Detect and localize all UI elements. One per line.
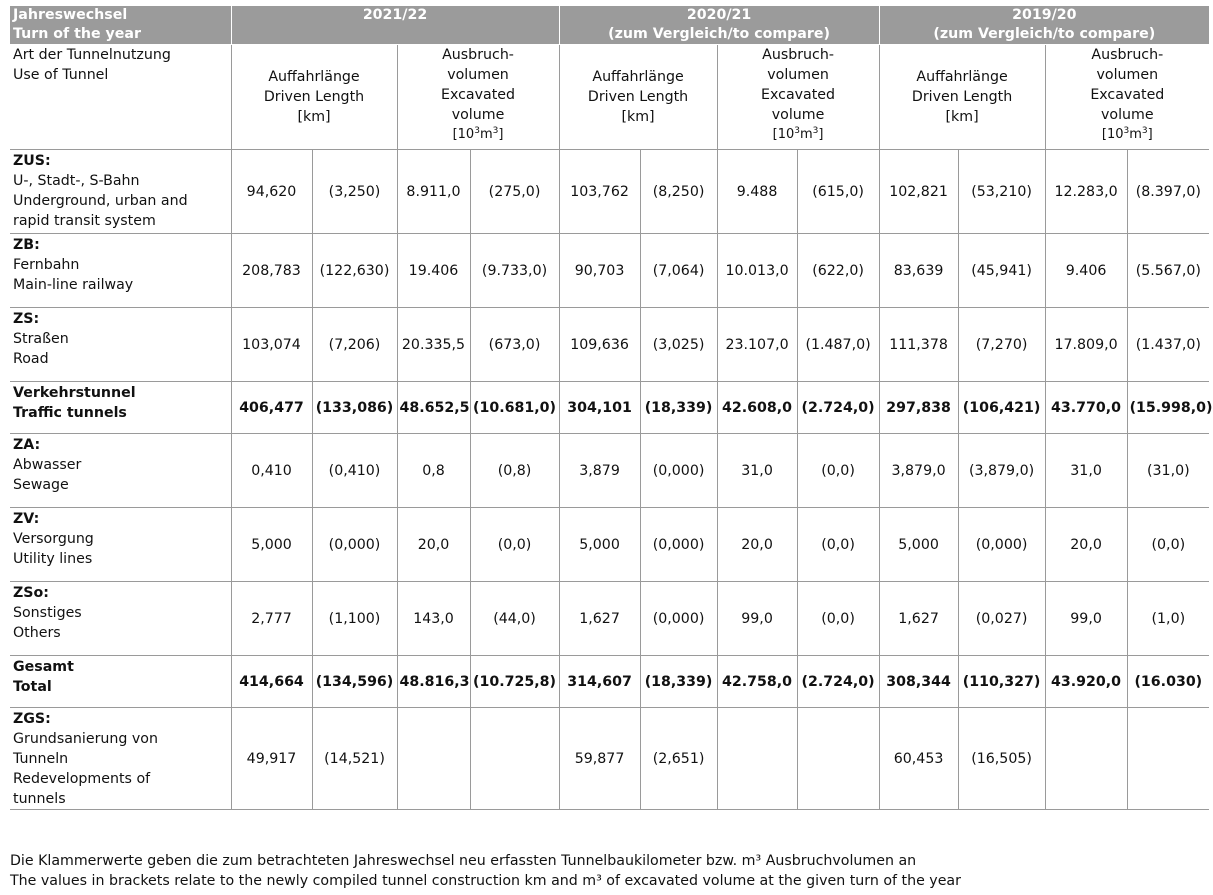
value-cell: (615,0) <box>797 150 879 234</box>
value-cell: (0,000) <box>958 508 1045 582</box>
value-cell: (16,505) <box>958 708 1045 810</box>
value-cell <box>797 708 879 810</box>
value-cell: (5.567,0) <box>1127 234 1209 308</box>
tunnel-use-code: ZS: <box>13 311 40 327</box>
footnote <box>10 851 961 891</box>
year-label: 2020/21 <box>686 7 752 23</box>
value-cell: (133,086) <box>312 382 397 434</box>
value-cell: (3,879,0) <box>958 434 1045 508</box>
table-row <box>10 434 1209 508</box>
value-cell: 90,703 <box>559 234 640 308</box>
tunnel-use-cell <box>10 656 231 708</box>
value-cell: (14,521) <box>312 708 397 810</box>
excavated-volume-header-line: Excavated <box>761 87 836 103</box>
year-group-header <box>559 6 879 45</box>
value-cell: (0,000) <box>640 434 717 508</box>
driven-length-header-line: Auffahrlänge <box>592 69 684 85</box>
value-cell: (16.030) <box>1127 656 1209 708</box>
value-cell: 23.107,0 <box>717 308 797 382</box>
value-cell: 20.335,5 <box>397 308 470 382</box>
value-cell: (1,0) <box>1127 582 1209 656</box>
value-cell: (0,0) <box>470 508 559 582</box>
year-note: (zum Vergleich/to compare) <box>933 26 1156 42</box>
tunnel-use-description: Traffic tunnels <box>13 405 127 421</box>
value-cell: (0,0) <box>797 582 879 656</box>
excavated-volume-header-line: volumen <box>447 67 509 83</box>
value-cell: (0,410) <box>312 434 397 508</box>
value-cell: 99,0 <box>1045 582 1127 656</box>
volume-unit <box>401 125 556 145</box>
value-cell: 308,344 <box>879 656 958 708</box>
value-cell: (110,327) <box>958 656 1045 708</box>
year-group-header <box>231 6 559 45</box>
year-label: 2019/20 <box>1012 7 1077 23</box>
value-cell: 3,879 <box>559 434 640 508</box>
value-cell: (8.397,0) <box>1127 150 1209 234</box>
driven-length-header-line: [km] <box>297 109 331 125</box>
value-cell: 9.488 <box>717 150 797 234</box>
value-cell: 94,620 <box>231 150 312 234</box>
value-cell: 0,410 <box>231 434 312 508</box>
value-cell <box>717 708 797 810</box>
value-cell: (10.725,8) <box>470 656 559 708</box>
value-cell: 0,8 <box>397 434 470 508</box>
tunnel-use-cell <box>10 434 231 508</box>
value-cell: 19.406 <box>397 234 470 308</box>
tunnel-use-description: Sonstiges <box>13 605 82 621</box>
driven-length-header-line: Auffahrlänge <box>268 69 360 85</box>
year-group-header <box>879 6 1209 45</box>
tunnel-use-description: U-, Stadt-, S-Bahn <box>13 173 140 189</box>
value-cell: (3,250) <box>312 150 397 234</box>
tunnel-use-cell <box>10 508 231 582</box>
tunnel-use-cell <box>10 708 231 810</box>
value-cell: 208,783 <box>231 234 312 308</box>
value-cell: 31,0 <box>1045 434 1127 508</box>
tunnel-use-code: ZB: <box>13 237 40 253</box>
excavated-volume-header-line: volume <box>451 107 505 123</box>
tunnel-use-description: Fernbahn <box>13 257 80 273</box>
value-cell: 143,0 <box>397 582 470 656</box>
value-cell: (134,596) <box>312 656 397 708</box>
value-cell: 102,821 <box>879 150 958 234</box>
value-cell: (106,421) <box>958 382 1045 434</box>
excavated-volume-header <box>397 45 559 150</box>
value-cell: (1.437,0) <box>1127 308 1209 382</box>
table-row <box>10 708 1209 810</box>
tunnel-use-code: ZSo: <box>13 585 49 601</box>
value-cell: 406,477 <box>231 382 312 434</box>
value-cell: (10.681,0) <box>470 382 559 434</box>
value-cell: 304,101 <box>559 382 640 434</box>
volume-unit-part: m <box>479 127 493 142</box>
volume-unit-part: m <box>1129 127 1142 142</box>
value-cell: 414,664 <box>231 656 312 708</box>
value-cell <box>1045 708 1127 810</box>
driven-length-header-line: Auffahrlänge <box>916 69 1008 85</box>
tunnel-use-description: Others <box>13 625 61 641</box>
volume-unit-part: 3 <box>492 126 499 136</box>
excavated-volume-header <box>717 45 879 150</box>
tunnel-use-code: ZUS: <box>13 153 51 169</box>
tunnel-use-label-en: Use of Tunnel <box>13 67 109 83</box>
value-cell: 42.608,0 <box>717 382 797 434</box>
excavated-volume-header-line: volumen <box>1096 67 1159 83</box>
tunnel-use-description: rapid transit system <box>13 213 156 229</box>
volume-unit-part: 3 <box>812 126 819 136</box>
volume-unit-part: m <box>799 127 813 142</box>
footnote-en: The values in brackets relate to the newly compiled tunnel construction km and m³ of excavated volume at the given turn of the year <box>10 873 961 889</box>
tunnel-use-description: Straßen <box>13 331 69 347</box>
value-cell: (7,064) <box>640 234 717 308</box>
value-cell: (0,000) <box>640 508 717 582</box>
value-cell: (3,025) <box>640 308 717 382</box>
turn-of-year-label-de: Jahreswechsel <box>13 7 128 23</box>
value-cell: 43.920,0 <box>1045 656 1127 708</box>
driven-length-header-line: [km] <box>621 109 655 125</box>
driven-length-header-line: [km] <box>945 109 979 125</box>
value-cell: 8.911,0 <box>397 150 470 234</box>
tunnel-use-description: tunnels <box>13 791 66 807</box>
tunnel-use-cell <box>10 234 231 308</box>
tunnel-use-label-de: Art der Tunnelnutzung <box>13 47 171 63</box>
volume-unit-part: 3 <box>1123 126 1130 136</box>
value-cell: (0,8) <box>470 434 559 508</box>
table-row <box>10 382 1209 434</box>
volume-unit-part: 3 <box>474 126 480 136</box>
tunnel-use-description: Redevelopments of <box>13 771 151 787</box>
volume-unit-part: ] <box>818 127 824 142</box>
driven-length-header <box>231 45 397 150</box>
value-cell: (0,0) <box>1127 508 1209 582</box>
value-cell: (45,941) <box>958 234 1045 308</box>
value-cell: 10.013,0 <box>717 234 797 308</box>
value-cell: 111,378 <box>879 308 958 382</box>
table-row <box>10 582 1209 656</box>
year-note: (zum Vergleich/to compare) <box>608 26 830 42</box>
tunnel-use-cell <box>10 382 231 434</box>
volume-unit-part: [10 <box>1101 127 1124 142</box>
driven-length-header-line: Driven Length <box>587 89 689 105</box>
tunnel-use-description: Main-line railway <box>13 277 134 293</box>
value-cell: 59,877 <box>559 708 640 810</box>
value-cell: (2,651) <box>640 708 717 810</box>
value-cell: 20,0 <box>397 508 470 582</box>
tunnel-use-code: Verkehrstunnel <box>13 385 136 401</box>
value-cell: (0,0) <box>797 508 879 582</box>
tunnel-use-description: Versorgung <box>13 531 94 547</box>
value-cell: 20,0 <box>717 508 797 582</box>
value-cell: 48.816,3 <box>397 656 470 708</box>
value-cell: (8,250) <box>640 150 717 234</box>
excavated-volume-header-line: Excavated <box>1090 87 1165 103</box>
value-cell: 1,627 <box>879 582 958 656</box>
value-cell: (0,000) <box>312 508 397 582</box>
volume-unit-part: [10 <box>452 127 475 142</box>
turn-of-year-header <box>10 6 231 45</box>
value-cell: (7,270) <box>958 308 1045 382</box>
excavated-volume-header-line: volume <box>1101 107 1154 123</box>
tunnel-use-description: Sewage <box>13 477 69 493</box>
value-cell: (18,339) <box>640 382 717 434</box>
tunnel-use-description: Road <box>13 351 49 367</box>
year-label: 2021/22 <box>362 7 428 23</box>
value-cell: (15.998,0) <box>1127 382 1209 434</box>
value-cell: (44,0) <box>470 582 559 656</box>
value-cell: 42.758,0 <box>717 656 797 708</box>
tunnel-use-code: ZV: <box>13 511 40 527</box>
driven-length-header-line: Driven Length <box>263 89 365 105</box>
value-cell: (122,630) <box>312 234 397 308</box>
value-cell <box>397 708 470 810</box>
value-cell: (0,0) <box>797 434 879 508</box>
value-cell: 60,453 <box>879 708 958 810</box>
volume-unit-part: ] <box>1147 127 1153 142</box>
value-cell: (1,100) <box>312 582 397 656</box>
tunnel-use-header <box>10 45 231 150</box>
value-cell: (0,027) <box>958 582 1045 656</box>
volume-unit-part: 3 <box>1141 126 1148 136</box>
tunnel-use-code: ZA: <box>13 437 41 453</box>
volume-unit <box>721 125 876 145</box>
value-cell: 5,000 <box>879 508 958 582</box>
value-cell: 12.283,0 <box>1045 150 1127 234</box>
value-cell: 43.770,0 <box>1045 382 1127 434</box>
tunnel-use-code: ZGS: <box>13 711 51 727</box>
value-cell: (53,210) <box>958 150 1045 234</box>
driven-length-header-line: Driven Length <box>911 89 1013 105</box>
tunnel-use-description: Abwasser <box>13 457 82 473</box>
value-cell: 49,917 <box>231 708 312 810</box>
header-row <box>10 6 1209 45</box>
value-cell: 103,074 <box>231 308 312 382</box>
excavated-volume-header <box>1045 45 1209 150</box>
value-cell: 314,607 <box>559 656 640 708</box>
table-row <box>10 308 1209 382</box>
value-cell: 99,0 <box>717 582 797 656</box>
value-cell: 103,762 <box>559 150 640 234</box>
value-cell <box>1127 708 1209 810</box>
tunnel-use-description: Grundsanierung von <box>13 731 158 747</box>
value-cell: 109,636 <box>559 308 640 382</box>
excavated-volume-header-line: Ausbruch- <box>442 47 514 63</box>
table-row <box>10 656 1209 708</box>
table-row <box>10 508 1209 582</box>
tunnel-use-cell <box>10 582 231 656</box>
tunnel-use-cell <box>10 308 231 382</box>
tunnel-use-description: Tunneln <box>13 751 69 767</box>
value-cell: 17.809,0 <box>1045 308 1127 382</box>
excavated-volume-header-line: volume <box>771 107 825 123</box>
value-cell: 83,639 <box>879 234 958 308</box>
value-cell: 31,0 <box>717 434 797 508</box>
excavated-volume-header-line: Excavated <box>441 87 516 103</box>
excavated-volume-header-line: Ausbruch- <box>762 47 834 63</box>
excavated-volume-header-line: volumen <box>767 67 829 83</box>
volume-unit-part: 3 <box>794 126 800 136</box>
volume-unit <box>1049 125 1207 145</box>
value-cell: (673,0) <box>470 308 559 382</box>
value-cell: (275,0) <box>470 150 559 234</box>
tunnel-use-description: Underground, urban and <box>13 193 188 209</box>
value-cell: (9.733,0) <box>470 234 559 308</box>
tunnel-use-description: Total <box>13 679 52 695</box>
excavated-volume-header-line: Ausbruch- <box>1091 47 1164 63</box>
driven-length-header <box>559 45 717 150</box>
footnote-de: Die Klammerwerte geben die zum betrachteten Jahreswechsel neu erfassten Tunnelbaukilometer bzw. m³ Ausbruchvolumen an <box>10 853 917 869</box>
value-cell: 5,000 <box>231 508 312 582</box>
value-cell: 5,000 <box>559 508 640 582</box>
value-cell: 1,627 <box>559 582 640 656</box>
value-cell: (2.724,0) <box>797 656 879 708</box>
volume-unit-part: ] <box>498 127 504 142</box>
value-cell: 48.652,5 <box>397 382 470 434</box>
driven-length-header <box>879 45 1045 150</box>
tunnel-use-description: Utility lines <box>13 551 93 567</box>
tunnel-use-cell <box>10 150 231 234</box>
tunnel-use-code: Gesamt <box>13 659 74 675</box>
volume-unit-part: [10 <box>772 127 795 142</box>
table-row <box>10 150 1209 234</box>
table-row <box>10 234 1209 308</box>
value-cell: (622,0) <box>797 234 879 308</box>
value-cell: (2.724,0) <box>797 382 879 434</box>
value-cell: (18,339) <box>640 656 717 708</box>
tunnel-statistics-table <box>10 6 1213 810</box>
value-cell: 3,879,0 <box>879 434 958 508</box>
value-cell: (0,000) <box>640 582 717 656</box>
value-cell: 2,777 <box>231 582 312 656</box>
value-cell: 9.406 <box>1045 234 1127 308</box>
value-cell: (1.487,0) <box>797 308 879 382</box>
value-cell: 20,0 <box>1045 508 1127 582</box>
value-cell: (31,0) <box>1127 434 1209 508</box>
value-cell: (7,206) <box>312 308 397 382</box>
column-header-row <box>10 45 1209 150</box>
value-cell: 297,838 <box>879 382 958 434</box>
turn-of-year-label-en: Turn of the year <box>13 26 141 42</box>
value-cell <box>470 708 559 810</box>
